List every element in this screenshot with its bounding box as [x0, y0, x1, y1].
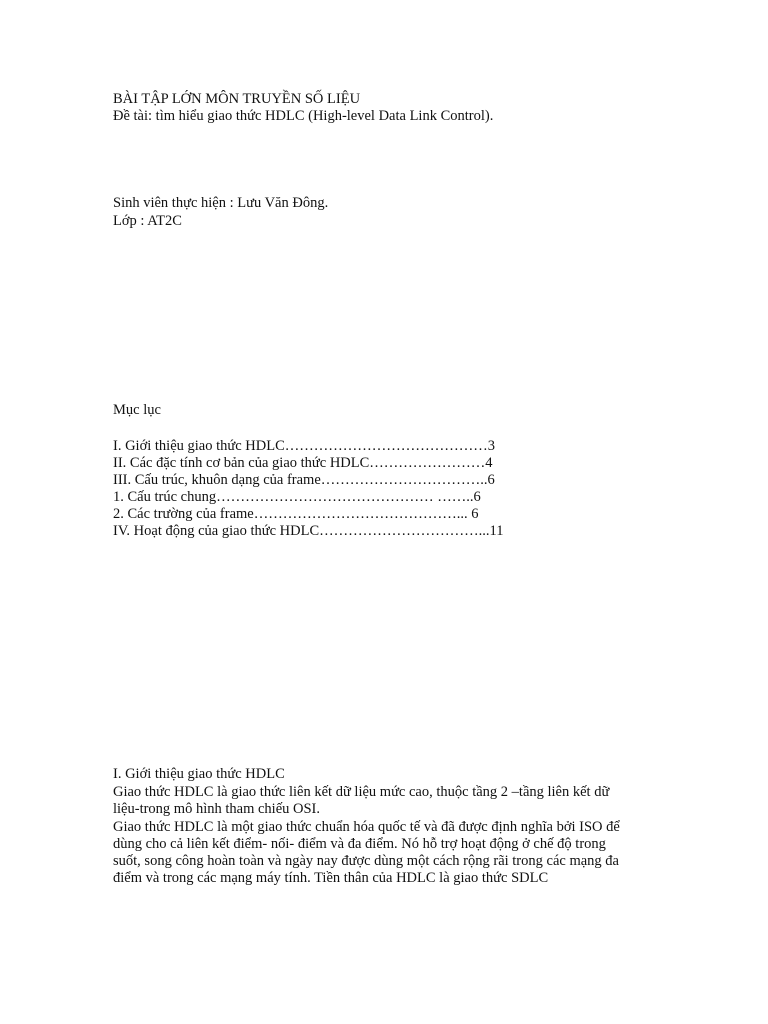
toc-entry: 2. Các trường của frame……………………………………... 6: [113, 506, 479, 522]
section-paragraph: Giao thức HDLC là giao thức liên kết dữ liệu mức cao, thuộc tầng 2 –tầng liên kết dữ liệu-trong mô hình tham chiếu OSI.: [113, 784, 610, 817]
section-paragraph: Giao thức HDLC là một giao thức chuẩn hóa quốc tế và đã được định nghĩa bởi ISO để dùng cho cả liên kết điểm- nối- điểm và đa điểm. Nó hỗ trợ hoạt động ở chế độ trong suốt, song công hoàn toàn và ngày nay được dùng một cách rộng rãi trong các mạng đa điểm và trong các mạng máy tính. Tiền thân của HDLC là giao thức SDLC: [113, 819, 620, 886]
toc-entry: IV. Hoạt động của giao thức HDLC……………………………...11: [113, 523, 504, 539]
document-title: BÀI TẬP LỚN MÔN TRUYỀN SỐ LIỆU: [113, 91, 361, 107]
toc-entry: III. Cấu trúc, khuôn dạng của frame……………………………..6: [113, 472, 495, 488]
section-heading: I. Giới thiệu giao thức HDLC: [113, 766, 285, 782]
document-topic: Đề tài: tìm hiểu giao thức HDLC (High-level Data Link Control).: [113, 108, 494, 124]
toc-entry: 1. Cấu trúc chung……………………………………… ……..6: [113, 489, 481, 505]
student-name: Sinh viên thực hiện : Lưu Văn Đông.: [113, 195, 329, 211]
toc-entry: II. Các đặc tính cơ bản của giao thức HDLC……………………4: [113, 455, 493, 471]
toc-heading: Mục lục: [113, 402, 161, 418]
toc-entry: I. Giới thiệu giao thức HDLC……………………………………3: [113, 438, 496, 454]
class-name: Lớp : AT2C: [113, 213, 182, 229]
